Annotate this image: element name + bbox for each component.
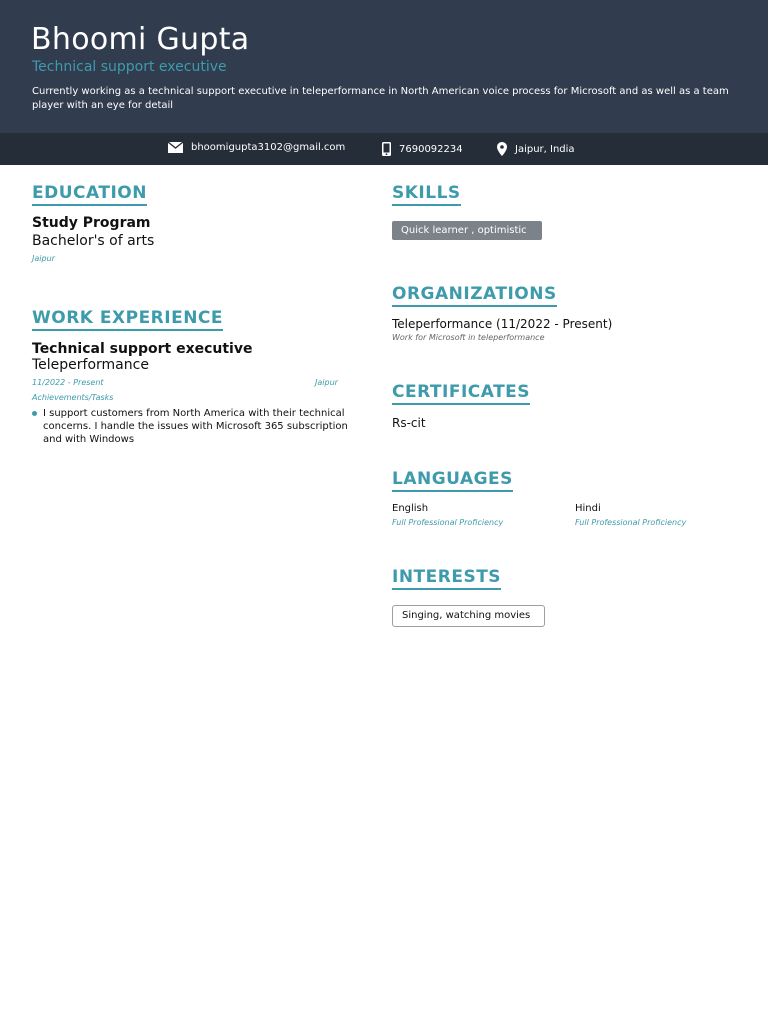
skills-heading: SKILLS [392,183,461,206]
organization-description: Work for Microsoft in teleperformance [392,333,545,342]
contact-bar [0,133,768,165]
work-company: Teleperformance [32,357,149,373]
language-level: Full Professional Proficiency [392,518,504,527]
language-level: Full Professional Proficiency [575,518,687,527]
email-text: bhoomigupta3102@gmail.com [191,142,346,153]
phone-text: 7690092234 [399,143,463,155]
work-dates: 11/2022 - Present [32,378,104,387]
education-degree: Bachelor's of arts [32,233,155,249]
email-icon [168,142,183,153]
certificates-heading: CERTIFICATES [392,382,530,405]
contact-email[interactable] [168,142,345,153]
certificate-item: Rs-cit [392,416,426,430]
location-pin-icon [497,142,507,156]
work-experience-heading: WORK EXPERIENCE [32,308,223,331]
organizations-heading: ORGANIZATIONS [392,284,557,307]
work-tasks-label: Achievements/Tasks [32,393,114,402]
language-name: English [392,503,429,514]
phone-icon [382,142,391,156]
skill-tag: Quick learner , optimistic [392,221,542,240]
contact-location [497,142,575,156]
education-location: Jaipur [32,254,55,263]
resume-header [0,0,768,133]
languages-heading: LANGUAGES [392,469,513,492]
location-text: Jaipur, India [515,143,575,155]
education-heading: EDUCATION [32,183,147,206]
work-location: Jaipur [315,378,338,387]
job-title: Technical support executive [32,59,227,75]
summary-text: Currently working as a technical support executive in teleperformance in North American voice process for Microsoft and as well as a team player with an eye for detail [32,86,729,111]
organization-name: Teleperformance (11/2022 - Present) [392,317,613,331]
language-name: Hindi [575,503,601,514]
work-task-item: I support customers from North America with their technical concerns. I handle the issues with Microsoft 365 subscription and with Windows [43,408,348,445]
bullet-icon [32,411,37,416]
work-role: Technical support executive [32,341,253,357]
person-name: Bhoomi Gupta [31,22,250,57]
education-program: Study Program [32,215,151,231]
interests-heading: INTERESTS [392,567,501,590]
contact-phone[interactable] [382,142,463,156]
interest-tag: Singing, watching movies [392,605,545,627]
